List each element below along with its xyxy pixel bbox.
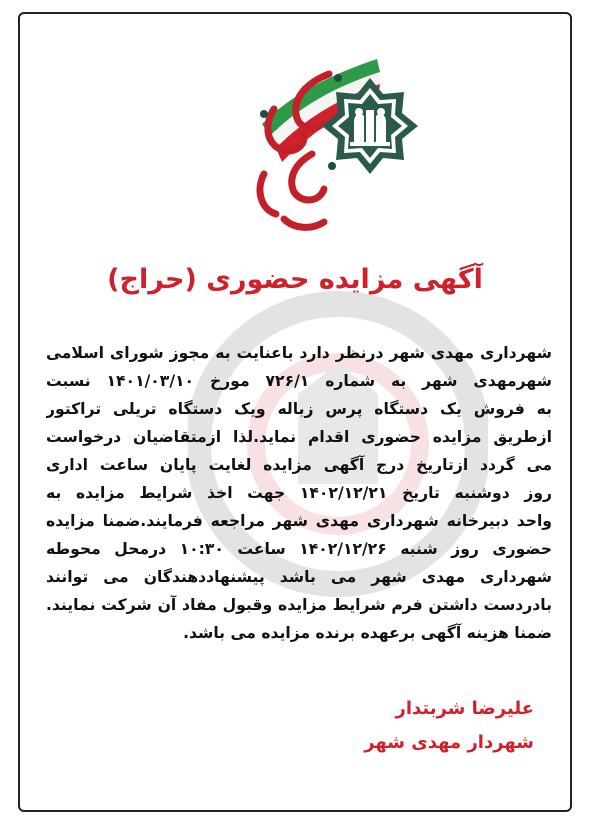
- signatory-role: شهردار مهدی شهر: [364, 732, 534, 753]
- notice-line: به فروش یک دستگاه پرس زباله ویک دستگاه تریلی تراکتور: [46, 400, 552, 418]
- notice-line: شهرداری مهدی شهر می باشد پیشنهاددهندگان می توانند: [46, 568, 552, 586]
- notice-line: واحد دبیرخانه شهرداری مهدی شهر مراجعه فرمایند.ضمنا مزایده: [46, 512, 552, 530]
- notice-body: [46, 339, 552, 647]
- notice-line: شهرداری مهدی شهر درنظر دارد باعنایت به مجوز شورای اسلامی: [46, 344, 552, 362]
- notice-frame: [18, 12, 572, 812]
- signatory-name: علیرضا شربتدار: [395, 698, 534, 719]
- notice-line: ضمنا هزینه آگهی برعهده برنده مزایده می باشد.: [183, 624, 552, 642]
- notice-line: روز دوشنبه تاریخ ۱۴۰۲/۱۲/۲۱ جهت اخذ شرایط مزایده به: [46, 484, 552, 502]
- notice-line: ازطریق مزایده حضوری اقدام نماید.لذا ازمتقاضیان درخواست: [46, 428, 552, 446]
- notice-title: آگهی مزایده حضوری (حراج): [107, 264, 483, 295]
- notice-line: حضوری روز شنبه ۱۴۰۲/۱۲/۲۶ ساعت ۱۰:۳۰ درمحل محوطه: [46, 540, 552, 558]
- notice-line: شهرمهدی شهر به شماره ۷۲۶/۱ مورخ ۱۴۰۱/۰۳/۱۰ نسبت: [46, 372, 552, 390]
- notice-line: بادردست داشتن فرم شرایط مزایده وقبول مفاد آن شرکت نمایند.: [46, 596, 552, 614]
- header-logo-area: [20, 14, 570, 254]
- mehdishahr-emblem-icon: [320, 76, 420, 176]
- notice-line: می گردد ازتاریخ درج آگهی مزایده لغایت پایان ساعت اداری: [46, 456, 552, 474]
